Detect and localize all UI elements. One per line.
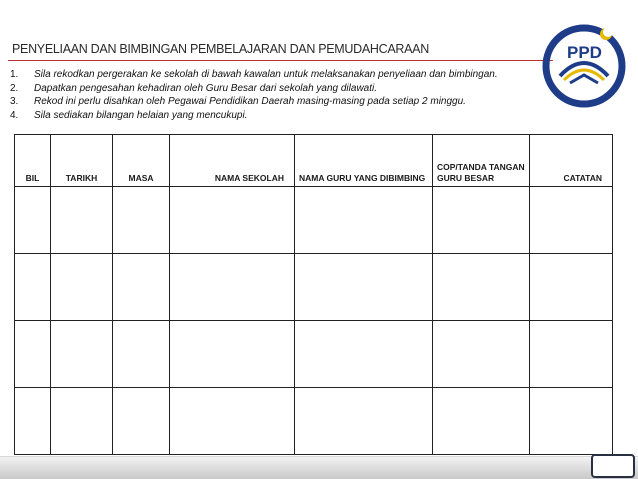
header-nama-sekolah: NAMA SEKOLAH xyxy=(170,135,295,187)
instruction-text: Sila rekodkan pergerakan ke sekolah di bawah kawalan untuk melaksanakan penyeliaan dan bimbingan. xyxy=(34,69,498,80)
header-bil: BIL xyxy=(15,135,51,187)
table-cell xyxy=(51,254,113,321)
table-cell xyxy=(295,321,433,388)
instruction-item: 1. Sila rekodkan pergerakan ke sekolah di bawah kawalan untuk melaksanakan penyeliaan dan bimbingan. xyxy=(10,69,498,80)
table-cell xyxy=(113,187,170,254)
table-cell xyxy=(15,321,51,388)
table-row xyxy=(15,388,613,455)
table-cell xyxy=(15,388,51,455)
table-row xyxy=(15,321,613,388)
table-row xyxy=(15,187,613,254)
table-cell xyxy=(530,321,613,388)
table-cell xyxy=(113,321,170,388)
table-cell xyxy=(15,254,51,321)
table-cell xyxy=(51,321,113,388)
table-row xyxy=(15,254,613,321)
table-cell xyxy=(170,254,295,321)
table-cell xyxy=(15,187,51,254)
header-catatan: CATATAN xyxy=(530,135,613,187)
header-cop-tanda-tangan: COP/TANDA TANGAN GURU BESAR xyxy=(433,135,530,187)
header-nama-guru: NAMA GURU YANG DIBIMBING xyxy=(295,135,433,187)
instruction-item: 4. Sila sediakan bilangan helaian yang mencukupi. xyxy=(10,109,248,121)
table-cell xyxy=(113,388,170,455)
table-cell xyxy=(170,388,295,455)
table-cell xyxy=(433,388,530,455)
instruction-item: 3. Rekod ini perlu disahkan oleh Pegawai Pendidikan Daerah masing-masing pada setiap 2 minggu. xyxy=(10,96,466,107)
table-cell xyxy=(51,388,113,455)
table-header-row xyxy=(15,135,613,187)
instruction-text: Dapatkan pengesahan kehadiran oleh Guru Besar dari sekolah yang dilawati. xyxy=(34,82,378,94)
table-cell xyxy=(530,388,613,455)
table-cell xyxy=(530,254,613,321)
page-number-box xyxy=(591,454,635,478)
table-cell xyxy=(433,254,530,321)
instruction-text: Sila sediakan bilangan helaian yang mencukupi. xyxy=(34,109,248,121)
table-cell xyxy=(295,388,433,455)
header-tarikh: TARIKH xyxy=(51,135,113,187)
title-divider xyxy=(8,60,553,61)
instructions-list xyxy=(10,68,498,122)
table-cell xyxy=(170,321,295,388)
ppd-logo xyxy=(540,20,628,108)
table-cell xyxy=(51,187,113,254)
table-cell xyxy=(530,187,613,254)
record-table xyxy=(14,134,613,455)
table-cell xyxy=(433,187,530,254)
table-cell xyxy=(295,187,433,254)
page-title: PENYELIAAN DAN BIMBINGAN PEMBELAJARAN DAN PEMUDAHCARAAN xyxy=(12,42,429,56)
table-cell xyxy=(295,254,433,321)
header-masa: MASA xyxy=(113,135,170,187)
table-cell xyxy=(113,254,170,321)
table-cell xyxy=(170,187,295,254)
instruction-text: Rekod ini perlu disahkan oleh Pegawai Pendidikan Daerah masing-masing pada setiap 2 minggu. xyxy=(34,96,466,107)
instruction-item: 2. Dapatkan pengesahan kehadiran oleh Guru Besar dari sekolah yang dilawati. xyxy=(10,82,378,94)
footer-bar xyxy=(0,456,638,479)
svg-text:PPD: PPD xyxy=(567,43,602,62)
table-cell xyxy=(433,321,530,388)
